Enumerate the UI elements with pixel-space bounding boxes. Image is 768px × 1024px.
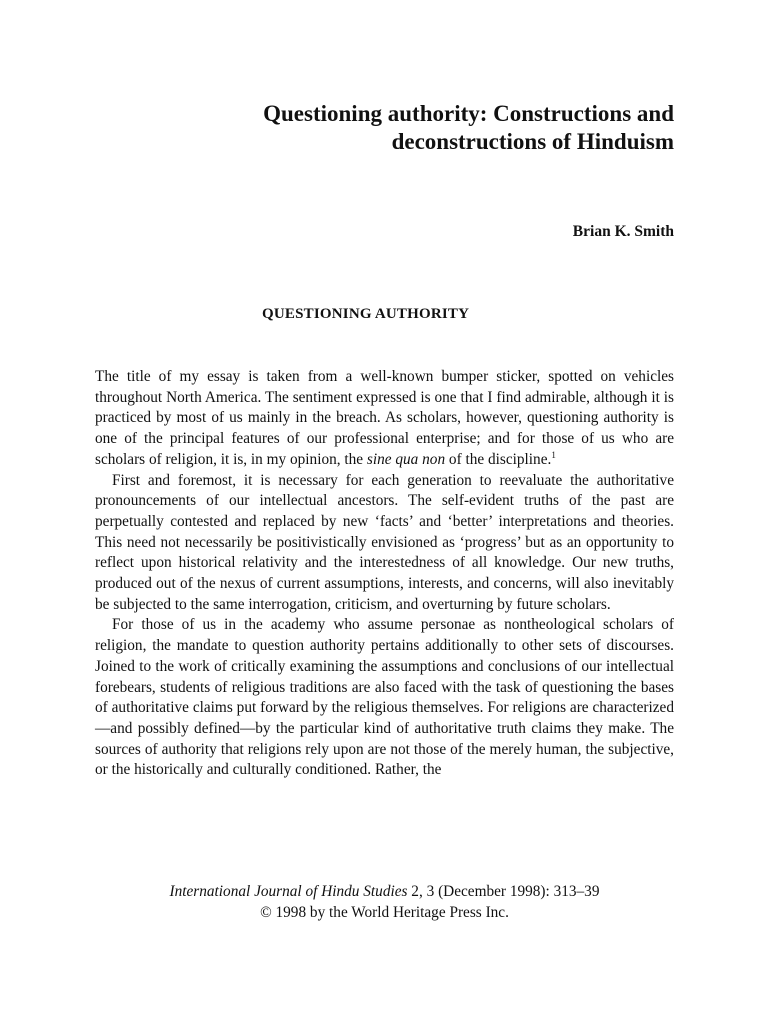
article-body bbox=[95, 367, 674, 781]
journal-issue-info: 2, 3 (December 1998): 313–39 bbox=[407, 883, 600, 900]
journal-citation bbox=[95, 881, 674, 902]
footnote-marker[interactable]: 1 bbox=[551, 449, 556, 460]
paragraph-2: First and foremost, it is necessary for each generation to reevaluate the authoritative pronouncements of our intellectual ancestors. The self-evident truths of the past are perpetually contested and replaced by new ‘facts’ and ‘better’ interpretations and theories. This need not necessarily be positivistically envisioned as ‘progress’ but as an opportunity to reflect upon historical relativity and the interestedness of all knowledge. Our new truths, produced out of the nexus of current assumptions, interests, and concerns, will also inevitably be subjected to the same interrogation, criticism, and overturning by future scholars. bbox=[95, 471, 674, 613]
article-title-line-2: deconstructions of Hinduism bbox=[391, 129, 674, 154]
article-title bbox=[154, 100, 674, 156]
article-title-line-1: Questioning authority: Constructions and bbox=[263, 101, 674, 126]
page-footer bbox=[95, 881, 674, 923]
paragraph-3: For those of us in the academy who assume personae as nontheological scholars of religion, the mandate to question authority pertains additionally to other sets of discourses. Joined to the work of critically examining the assumptions and conclusions of our intellectual forebears, students of religious traditions are also faced with the task of questioning the bases of authoritative claims put forward by the religious themselves. For religions are characterized—and possibly defined—by the particular kind of authoritative truth claims they make. The sources of authority that religions rely upon are not those of the merely human, the subjective, or the historically and culturally conditioned. Rather, the bbox=[95, 616, 674, 779]
paragraph-1-text: The title of my essay is taken from a well-known bumper sticker, spotted on vehicles throughout North America. The sentiment expressed is one that I find admirable, although it is practiced by most of us mainly in the breach. As scholars, however, questioning authority is one of the principal features of our professional enterprise; and for those of us who are scholars of religion, it is, in my opinion, the bbox=[95, 368, 674, 468]
copyright-notice: © 1998 by the World Heritage Press Inc. bbox=[260, 904, 509, 921]
section-heading: QUESTIONING AUTHORITY bbox=[262, 306, 470, 322]
paragraph-1-text-end: of the discipline. bbox=[445, 450, 552, 468]
author-name: Brian K. Smith bbox=[572, 223, 674, 240]
paragraph-1 bbox=[95, 367, 674, 471]
journal-name: International Journal of Hindu Studies bbox=[169, 883, 408, 900]
paragraph-1-italic-phrase: sine qua non bbox=[366, 450, 446, 468]
